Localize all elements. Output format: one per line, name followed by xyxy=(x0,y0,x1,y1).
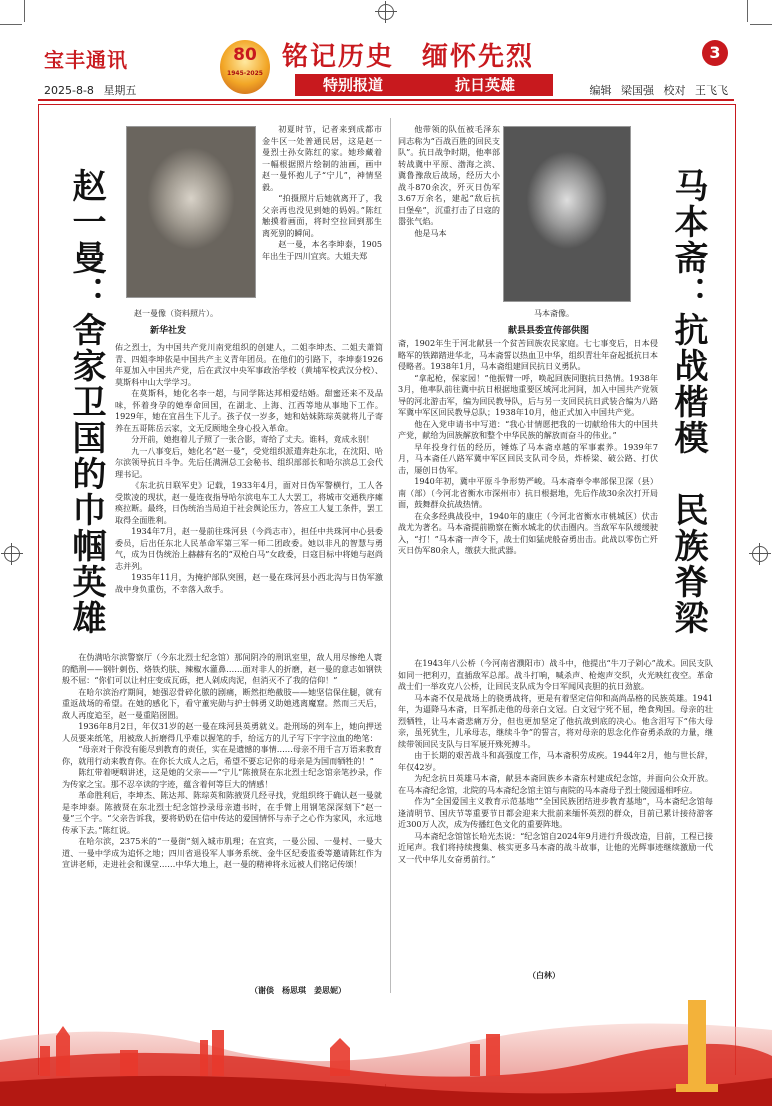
paragraph: 1934年7月，赵一曼前往珠河县（今尚志市），担任中共珠河中心县委委员，后出任东北人民革命军第三军一师二团政委。她以非凡的智慧与勇气，成为日伪统治上赫赫有名的“双枪白马”女政委，日寇目标中将她与赵尚志并列。 xyxy=(115,526,383,571)
proof-label: 校对 xyxy=(663,84,686,97)
ma-benzhai-portrait xyxy=(503,126,631,302)
anniversary-medal-icon xyxy=(220,40,270,94)
right-article-col-b xyxy=(398,338,658,656)
weekday: 星期五 xyxy=(103,84,137,97)
paragraph: 他带领的队伍被毛泽东同志称为“百战百胜的回民支队”。抗日战争时期，他率部转战冀中平原、渤海之滨、冀鲁豫敌后战场，经历大小战斗870余次，歼灭日伪军3.67万余名，建起“敌后抗日堡垒”，沉重打击了日寇的嚣张气焰。 xyxy=(398,124,500,226)
banner-title: 铭记历史 缅怀先烈 xyxy=(282,42,535,72)
paper-name: 宝丰通讯 xyxy=(44,48,128,72)
paragraph: “拿起枪，保家园！”他振臂一呼，唤起回族同胞抗日热情。1938年3月，他率队前往冀中抗日根据地重要区域河北河间，加入中国共产党领导的河北游击军，编为回民教导队，后与另一支回民抗日武装合编为八路军冀中军区回民教导总队；1938年10月，他正式加入中国共产党。 xyxy=(398,372,658,417)
medal-number: 80 xyxy=(233,45,257,65)
banner-tag-left: 特别报道 xyxy=(323,76,384,94)
paragraph: 赵一曼，本名李坤泰，1905年出生于四川宜宾。大姐夫郑 xyxy=(262,239,382,261)
right-article-signature: （白林） xyxy=(528,971,560,980)
right-photo-credit: 献县县委宣传部供图 xyxy=(508,326,590,336)
paragraph: 作为“全国爱国主义教育示范基地”“全国民族团结进步教育基地”，马本斋纪念馆每逢清明节、国庆节等重要节日都会迎来大批前来缅怀英烈的群众，目前已累计接待游客近300万人次，成为传播红色文化的重要阵地。 xyxy=(398,796,713,829)
paragraph: 1940年初，冀中平原斗争形势严峻。马本斋奉令率部保卫深（县）南（部）（今河北省衡水市深州市）抗日根据地，先后作战30余次打开局面，鼓舞群众抗战热情。 xyxy=(398,476,658,509)
left-article-signature: （谢倓 杨思琪 姜思妮） xyxy=(250,986,346,995)
right-article-col-c xyxy=(398,658,713,968)
paragraph: 早年投身行伍的经历，锤炼了马本斋卓越的军事素养。1939年7月，马本斋任八路军冀中军区回民支队司令员，炸桥梁、破公路、打伏击，屡创日伪军。 xyxy=(398,441,658,475)
paragraph: 初夏时节，记者来到成都市金牛区一处普通民居，这是赵一曼烈士孙女陈红的家。她珍藏着一幅根据照片绘制的油画，画中赵一曼怀抱儿子“宁儿”，神情坚毅。 xyxy=(262,124,382,192)
banner-tag-right: 抗日英雄 xyxy=(455,76,516,94)
page-number: 3 xyxy=(702,40,728,66)
publication-date xyxy=(44,82,136,98)
left-article-col-c xyxy=(62,652,382,984)
paragraph: 佑之烈士，为中国共产党川南党组织的创建人，二姐李坤杰、二姐夫萧简青、四姐李坤依是中国共产主义青年团员。在他们的引路下，李坤泰1926年夏加入中国共产党，后在武汉中央军事政治学校（黄埔军校武汉分校）、莫斯科中山大学学习。 xyxy=(115,342,383,387)
paragraph: 革命胜利后，李坤杰、陈达邦、陈琮英和陈掖贤几经寻找，党组织终于确认赵一曼就是李坤泰。陈掖贤在东北烈士纪念馆抄录母亲遗书时，在手臂上用钢笔深深刻下“赵一曼”三个字。“父亲告诉我，要将奶奶在信中传达的爱国情怀与赤子之心作为家风，永远地传承下去。”陈红说。 xyxy=(62,790,382,835)
paragraph: 为纪念抗日英雄马本斋，献县本斋回族乡本斋东村建成纪念馆，并面向公众开放。在马本斋纪念馆，北院的马本斋纪念馆主馆与南院的马本斋母子烈士陵园遥相呼应。 xyxy=(398,773,713,795)
paragraph: 九一八事变后，她化名“赵一曼”，受党组织派遣奔赴东北，在沈阳、哈尔滨领导抗日斗争。先后任满洲总工会秘书、组织部部长和哈尔滨总工会代理书记。 xyxy=(115,445,383,479)
left-article-col-b xyxy=(115,342,383,650)
left-photo-caption: 赵一曼像（资料照片）。 xyxy=(134,309,218,318)
medal-years: 1945-2025 xyxy=(227,70,263,77)
paragraph: “母亲对于你没有能尽到教育的责任，实在是遗憾的事情……母亲不用千言万语来教育你，就用行动来教育你。在你长大成人之后，希望不要忘记你的母亲是为国而牺牲的！” xyxy=(62,744,382,766)
column-divider xyxy=(390,118,391,993)
crop-mark xyxy=(24,0,25,22)
registration-mark xyxy=(4,546,20,562)
paragraph: 1935年11月，为掩护部队突围，赵一曼在珠河县小西北沟与日伪军激战中身负重伤，不幸落入敌手。 xyxy=(115,572,383,594)
paragraph: 在莫斯科，她化名李一超，与同学陈达邦相爱结婚。甜蜜还来不及品味，怀着身孕的她奉命回国，在湖北、上海、江西等地从事地下工作。1929年，她在宜昌生下儿子。孩子仅一岁多，她和姑妹陈琮英就将儿子寄养在五哥陈岳云家，文无反顾地全身心投入革命。 xyxy=(115,388,383,433)
right-article-col-a xyxy=(398,124,500,336)
crop-mark xyxy=(747,0,748,22)
paragraph: 在哈尔滨，2375米的“一曼街”刻入城市肌理；在宜宾，一曼公园、一曼村、一曼大道、一曼中学成为追怀之地；四川省退役军人事务系统、金牛区纪委监委等邀请陈红作为宣讲老师，走进社会和课堂……中华大地上，赵一曼的精神将永远被人们铭记传颂！ xyxy=(62,836,382,869)
paragraph: 由于长期的艰苦战斗和高强度工作，马本斋积劳成疾。1944年2月，他与世长辞，年仅42岁。 xyxy=(398,750,713,772)
special-report-banner xyxy=(220,34,560,98)
paragraph: 在伪满哈尔滨警察厅（今东北烈士纪念馆）那间阴冷的刑讯室里，敌人用尽惨绝人寰的酷刑——钢针刺伤、烙铁灼肤、辣椒水灌鼻……面对非人的折磨，赵一曼的意志如钢铁般不屈：“你们可以让村庄变成瓦砾，把人剁成肉泥，但消灭不了我的信仰！” xyxy=(62,652,382,685)
left-article-col-a xyxy=(262,124,382,339)
registration-mark xyxy=(378,4,394,20)
paragraph: 他是马本 xyxy=(414,227,447,238)
paragraph: 他在入党申请书中写道：“我心甘情愿把我的一切献给伟大的中国共产党，献给为回族解放和整个中华民族的解放而奋斗的伟业。” xyxy=(398,418,658,440)
paragraph: 分开前，她抱着儿子照了一张合影，寄给了丈夫。谁料，竟成永别！ xyxy=(131,434,375,444)
zhao-yiman-portrait xyxy=(126,126,256,298)
paragraph: 马本斋纪念馆馆长哈光杰说：“纪念馆自2024年9月进行升级改造，目前，工程已接近尾声。我们将持续搜集、核实更多马本斋的战斗故事，让他的光辉事迹继续激励一代又一代中华儿女奋勇前行。” xyxy=(398,830,713,864)
right-photo-caption: 马本斋像。 xyxy=(534,309,574,318)
decorative-footer-banner xyxy=(0,1000,772,1106)
header-rule xyxy=(38,99,734,101)
editor-name: 梁国强 xyxy=(621,84,654,97)
paragraph: 在1943年八公桥（今河南省濮阳市）战斗中，他提出“牛刀子剁心”战术。回民支队如同一把利刃，直插敌军总部。战斗打响，喊杀声、枪炮声交织，火光映红夜空。革命战士们一举攻克八公桥，让回民支队成为令日军闻风丧胆的抗日劲旅。 xyxy=(398,658,713,691)
paragraph: 《东北抗日联军史》记载，1933年4月，面对日伪军警横行，工人各受欺凌的现状，赵一曼连夜指导哈尔滨电车工人大罢工，将城市交通秩序瘫痪拉断。最终，日伪统治当局迫于社会舆论压力，答应工人复工条件，罢工取得全面胜利。 xyxy=(115,480,383,525)
paragraph: 1936年8月2日，年仅31岁的赵一曼在珠河县英勇就义。赴刑场的列车上，她向押送人员要来纸笔，用被敌人折磨得几乎难以握笔的手，给远方的儿子写下字字泣血的绝笔： xyxy=(62,721,382,743)
registration-mark xyxy=(752,546,768,562)
paragraph: 斋，1902年生于河北献县一个贫苦回族农民家庭。七七事变后，日本侵略军的铁蹄踏进华北，马本斋誓以热血卫中华，组织青壮年奋起抵抗日本侵略者。1938年1月，马本斋组建回民抗日义勇队。 xyxy=(398,338,658,371)
crop-mark xyxy=(750,24,772,25)
paragraph: 陈红带着哽咽讲述，这是她的父亲——“宁儿”陈掖贤在东北烈士纪念馆亲笔抄录，作为传家之宝。那不忍卒读的字迹，蕴含着何等巨大的情感！ xyxy=(62,767,382,789)
crop-mark xyxy=(0,24,22,25)
left-photo-credit: 新华社发 xyxy=(150,326,187,336)
proof-name: 王飞飞 xyxy=(695,84,728,97)
paragraph: 马本斋不仅是战场上的骁勇战将，更是有着坚定信仰和高尚品格的民族英雄。1941年，为逼降马本斋，日军抓走他的母亲白文冠。白文冠宁死不屈，绝食殉国。母亲的壮烈牺牲，让马本斋悲痛万分，但也更加坚定了他抗战到底的决心。他含泪写下“伟大母亲，虽死犹生，儿承母志，继续斗争”的誓言，将对母亲的思念化作奋勇杀敌的力量，继续带领回民支队与日军展开殊死搏斗。 xyxy=(398,692,713,749)
left-article-headline: 赵一曼：舍家卫国的巾帼英雄 xyxy=(66,168,106,636)
date: 2025-8-8 xyxy=(44,84,94,97)
paragraph: 在众多经典战役中，1940年的康庄（今河北省衡水市桃城区）伏击战尤为著名。马本斋提前勘察在衡水城北的伏击圈内。当敌军车队缓缓驶入，“打！”马本斋一声令下，战士们如猛虎般奋勇出击。此战以零伤亡歼灭日伪军80余人，缴获大批武器。 xyxy=(398,510,658,555)
editor-credits xyxy=(584,82,729,98)
right-article-headline: 马本斋：抗战楷模 民族脊梁 xyxy=(668,168,708,636)
banner-tag-bar xyxy=(295,74,553,96)
paragraph: 在哈尔滨治疗期间，她强忍骨碎化脓的剧痛，断然拒绝截肢——她坚信保住腿，就有重返战场的希望。在她的感化下，看守董宪勋与护士韩勇义助她逃离魔窟。然而三天后，敌人再度追至，赵一曼重陷囹圄。 xyxy=(62,686,382,720)
editor-label: 编辑 xyxy=(589,84,612,97)
paragraph: “拍摄照片后她就离开了，我父亲再也没见到她的妈妈。”陈红触摸着画面，将时空拉回到那生离死别的瞬间。 xyxy=(262,193,382,238)
